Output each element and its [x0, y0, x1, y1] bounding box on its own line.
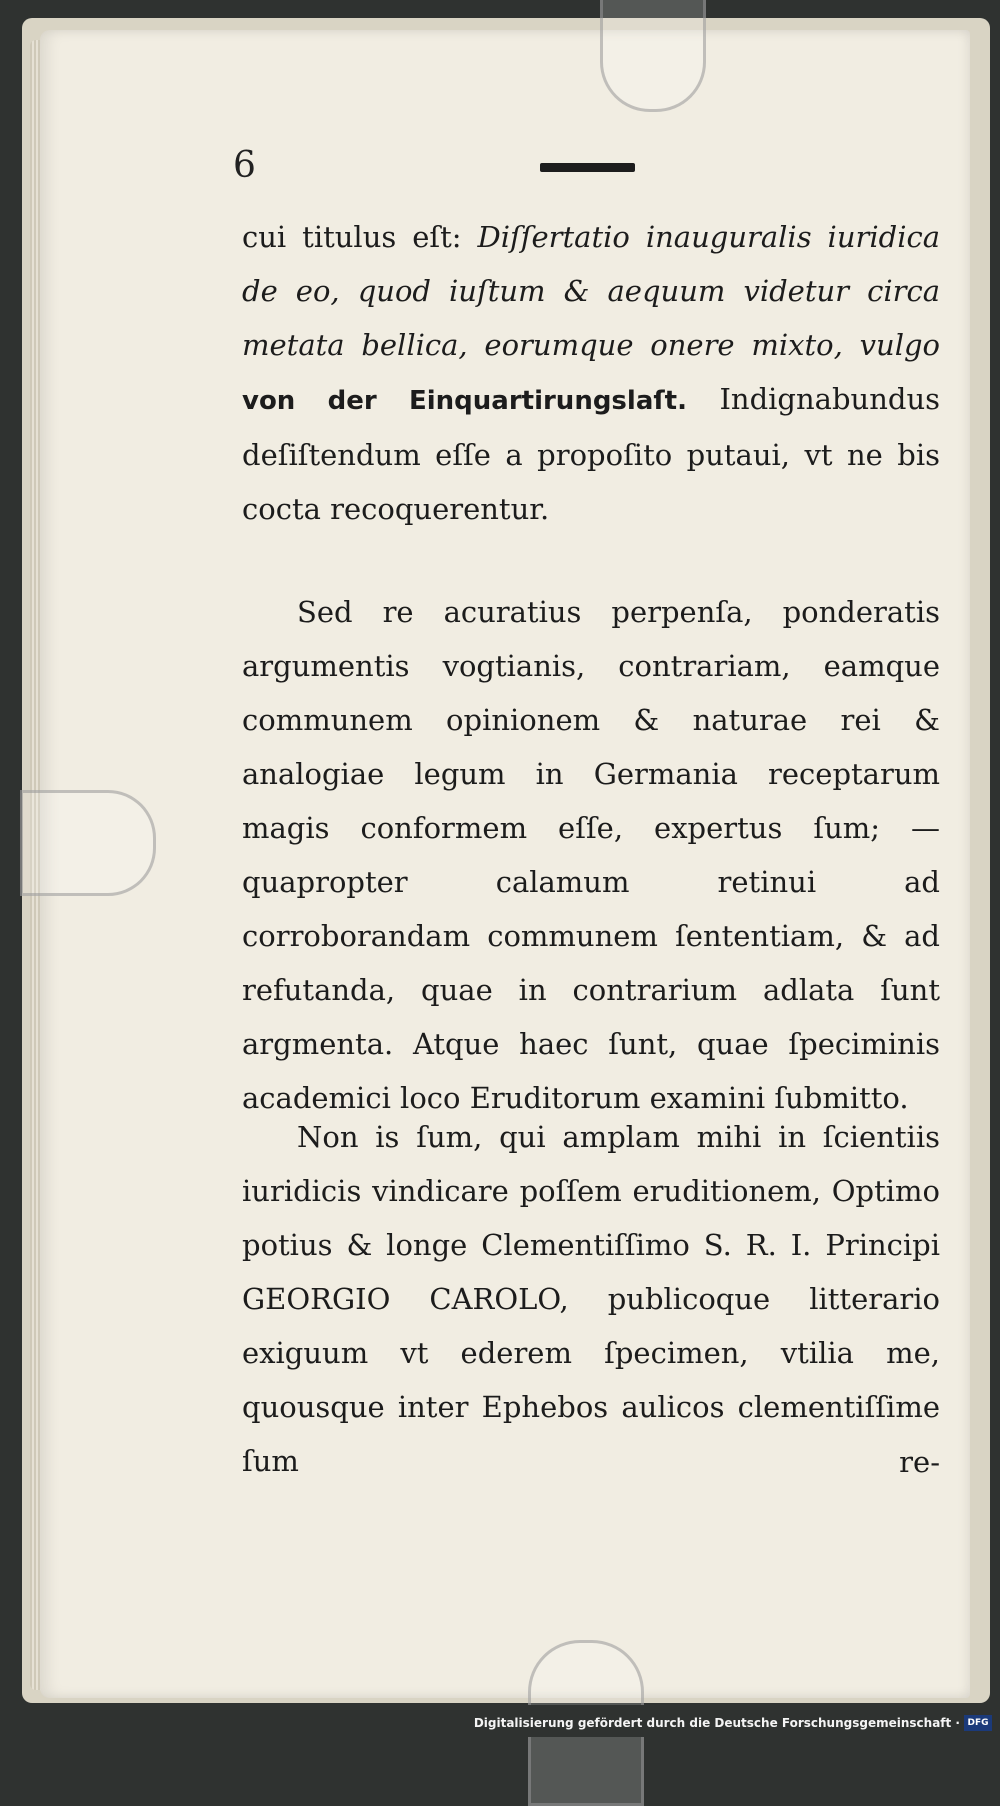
- paragraph-1-fraktur: von der Einquartirungslaſt.: [242, 386, 687, 416]
- page-clip-top: [600, 0, 706, 112]
- catchword: re-: [899, 1445, 940, 1479]
- page-number: 6: [233, 145, 256, 186]
- header-ornament-rule: [540, 163, 635, 172]
- paragraph-1-rest: Indignabundus deſiſtendum eſſe a propoſito putaui, vt ne bis cocta recoquerentur.: [242, 382, 941, 526]
- footer-credit: Digitalisierung gefördert durch die Deutsche Forschungsgemeinschaft ·: [473, 1716, 960, 1730]
- dfg-logo: DFG: [964, 1715, 992, 1731]
- paragraph-1-title-italic: Diſſertatio inauguralis iuridica de eo, quod iuſtum & aequum videtur circa metata bellica, eorumque onere mixto, vulgo: [242, 220, 940, 362]
- paragraph-1-lead: cui titulus eſt:: [242, 220, 478, 254]
- paragraph-1: [242, 210, 940, 536]
- page-clip-left: [20, 790, 156, 896]
- paragraph-2: Sed re acuratius perpenſa, ponderatis argumentis vogtianis, contrariam, eamque communem opinionem & naturae rei & analogiae legum in Germania receptarum magis conformem eſſe, expertus ſum; — quapropter calamum retinui ad corroborandam communem ſententiam, & ad refutanda, quae in contrarium adlata ſunt argmenta. Atque haec ſunt, quae ſpeciminis academici loco Eruditorum examini ſubmitto.: [242, 595, 940, 1115]
- paragraph-3: Non is ſum, qui amplam mihi in ſcientiis iuridicis vindicare poſſem eruditionem, Optimo potius & longe Clementiſſimo S. R. I. Principi GEORGIO CAROLO, publicoque litterario exiguum vt ederem ſpecimen, vtilia me, quousque inter Ephebos aulicos clementiſſime ſum: [242, 1120, 940, 1478]
- footer-bar: [0, 1705, 1000, 1737]
